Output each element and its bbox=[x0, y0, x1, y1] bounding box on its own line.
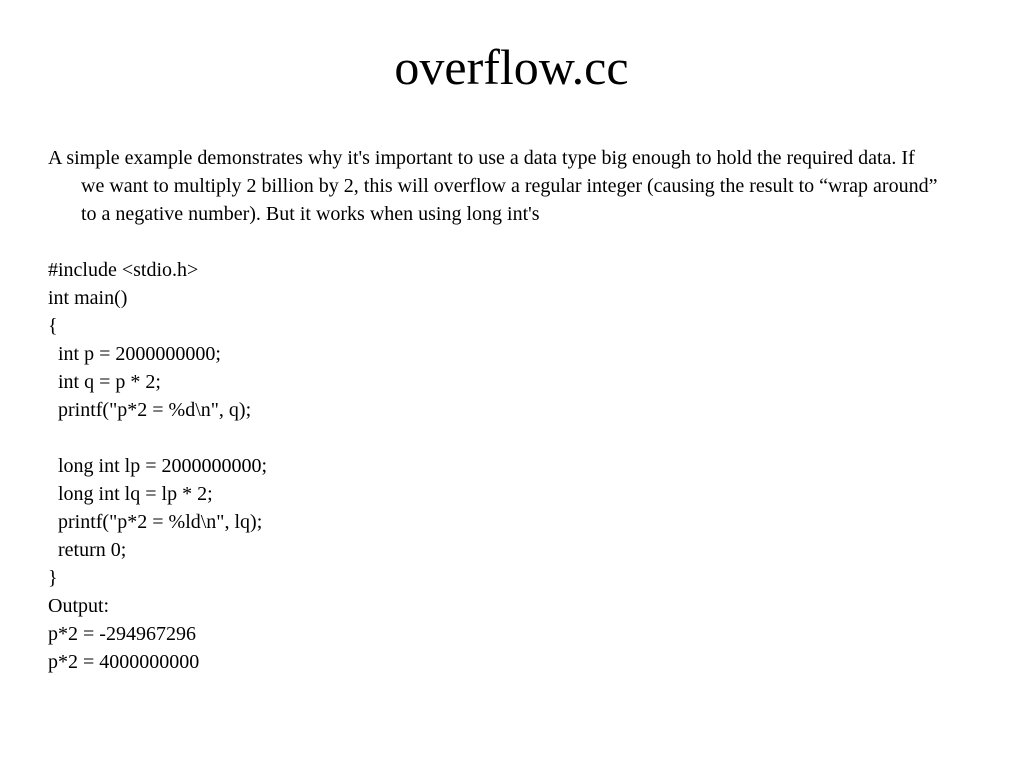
slide-body bbox=[48, 144, 938, 676]
output-line: p*2 = -294967296 bbox=[48, 623, 196, 645]
code-line: int q = p * 2; bbox=[48, 371, 161, 393]
code-line: printf("p*2 = %ld\n", lq); bbox=[48, 511, 263, 533]
code-line: int p = 2000000000; bbox=[48, 343, 221, 365]
code-line: long int lp = 2000000000; bbox=[48, 455, 268, 477]
slide-title: overflow.cc bbox=[394, 39, 629, 95]
code-line: } bbox=[48, 567, 58, 589]
output-line: p*2 = 4000000000 bbox=[48, 651, 200, 673]
code-line bbox=[48, 424, 938, 452]
code-line: return 0; bbox=[48, 539, 127, 561]
intro-paragraph: A simple example demonstrates why it's important to use a data type big enough to hold the required data. If we want to multiply 2 billion by 2, this will overflow a regular integer (causing the result to “wrap around” to a negative number). But it works when using long int's bbox=[48, 147, 938, 225]
code-line: { bbox=[48, 315, 58, 337]
code-line: int main() bbox=[48, 287, 128, 309]
code-line: long int lq = lp * 2; bbox=[48, 483, 213, 505]
code-line: #include <stdio.h> bbox=[48, 259, 199, 281]
code-listing bbox=[48, 256, 938, 676]
code-line: printf("p*2 = %d\n", q); bbox=[48, 399, 252, 421]
output-label: Output: bbox=[48, 595, 110, 617]
